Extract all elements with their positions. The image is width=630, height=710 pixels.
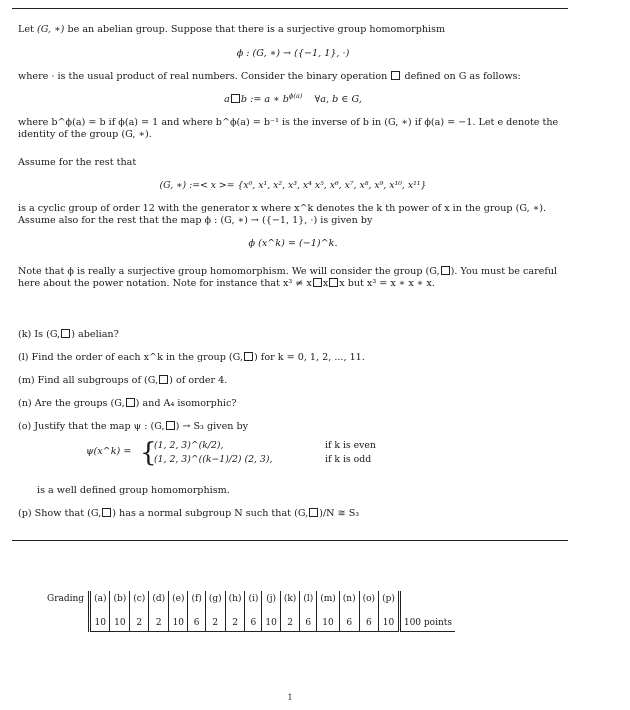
- grading-gap: [245, 607, 262, 615]
- operation-definition: a b := a ∗ $b^{\phi(a)}$ ∀a, b ∈ G,: [224, 92, 362, 105]
- grading-points: 6: [339, 615, 359, 632]
- grading-empty: [44, 615, 90, 632]
- grading-gap: [339, 607, 359, 615]
- grading-gap: [262, 607, 280, 615]
- box-operator-icon: [441, 266, 450, 275]
- box-operator-icon: [313, 278, 322, 287]
- psi-lhs: ψ(x^k) =: [86, 446, 132, 457]
- grading-header: (g): [205, 591, 225, 607]
- box-operator-icon: [329, 278, 338, 287]
- grading-gap: [300, 607, 317, 615]
- grading-points-row: [44, 615, 455, 632]
- question-o-conclusion: is a well defined group homomorphism.: [37, 485, 230, 496]
- grading-header: (m): [317, 591, 340, 607]
- grading-points: 6: [300, 615, 317, 632]
- grading-header: (j): [262, 591, 280, 607]
- grading-points: 10: [90, 615, 110, 632]
- grading-gap: [149, 607, 169, 615]
- page-number: 1: [287, 693, 293, 702]
- grading-gap: [317, 607, 340, 615]
- grading-gap: [205, 607, 225, 615]
- grading-points: 6: [245, 615, 262, 632]
- psi-case-even: (1, 2, 3)^(k/2),: [154, 440, 224, 451]
- grading-total: 100 points: [399, 615, 455, 632]
- grading-points: 10: [379, 615, 400, 632]
- grading-points: 2: [280, 615, 299, 632]
- assume-paragraph: is a cyclic group of order 12 with the generator x where x^k denotes the k th power of x in the group (G, ∗). Assume also for the rest that the map ϕ : (G, ∗) → ({−1, 1}, ·) is given by: [18, 203, 547, 226]
- note-paragraph: Note that ϕ is really a surjective group homomorphism. We will consider the group (G, ). You must be careful here about the power notation. Note for instance that x³ ≠ x x x but x³ = x ∗ x ∗ x.: [18, 266, 558, 289]
- question-k: (k) Is (G, ) abelian?: [18, 329, 119, 340]
- homomorphism-formula: ϕ : (G, ∗) → ({−1, 1}, ·): [236, 48, 350, 59]
- grading-gap: [359, 607, 378, 615]
- grading-gap: [399, 607, 455, 615]
- grading-table: [44, 591, 455, 632]
- grading-gap: [225, 607, 245, 615]
- box-operator-icon: [102, 508, 111, 517]
- grading-header: (k): [280, 591, 299, 607]
- grading-gap: [280, 607, 299, 615]
- grading-gap: [188, 607, 205, 615]
- grading-header: (b): [110, 591, 130, 607]
- grading-points: 2: [205, 615, 225, 632]
- grading-header: (o): [359, 591, 378, 607]
- question-l: (l) Find the order of each x^k in the group (G, ) for k = 0, 1, 2, ..., 11.: [18, 352, 365, 363]
- grading-points: 6: [359, 615, 378, 632]
- grading-header: (a): [90, 591, 110, 607]
- grading-spacer: [399, 591, 455, 607]
- grading-gap: [110, 607, 130, 615]
- grading-header: (c): [130, 591, 149, 607]
- grading-points: 2: [130, 615, 149, 632]
- grading-points: 10: [317, 615, 340, 632]
- grading-gap: [44, 607, 90, 615]
- grading-header: (n): [339, 591, 359, 607]
- grading-points: 6: [188, 615, 205, 632]
- box-operator-icon: [61, 329, 70, 338]
- box-operator-icon: [309, 508, 318, 517]
- grading-points: 10: [169, 615, 188, 632]
- intro-paragraph-2: where · is the usual product of real numbers. Consider the binary operation defined on G as follows:: [18, 71, 521, 82]
- grading-points: 2: [149, 615, 169, 632]
- assume-text: Assume for the rest that: [18, 157, 137, 168]
- box-operator-icon: [159, 375, 168, 384]
- grading-points: 2: [225, 615, 245, 632]
- grading-header: (p): [379, 591, 400, 607]
- grading-points: 10: [262, 615, 280, 632]
- psi-case-even-condition: if k is even: [325, 440, 376, 451]
- box-operator-icon: [244, 352, 253, 361]
- grading-header: (d): [149, 591, 169, 607]
- grading-header: (e): [169, 591, 188, 607]
- box-operator-icon: [126, 398, 135, 407]
- grading-header: (h): [225, 591, 245, 607]
- box-operator-icon: [166, 421, 175, 430]
- question-n: (n) Are the groups (G, ) and A₄ isomorphic?: [18, 398, 237, 409]
- grading-header-row: [44, 591, 455, 607]
- question-m: (m) Find all subgroups of (G, ) of order 4.: [18, 375, 228, 386]
- bottom-rule: [12, 540, 568, 541]
- grading-points: 10: [110, 615, 130, 632]
- grading-header: (l): [300, 591, 317, 607]
- grading-gap: [130, 607, 149, 615]
- question-p: (p) Show that (G, ) has a normal subgroup N such that (G, )/N ≅ S₃: [18, 508, 360, 519]
- grading-gap: [169, 607, 188, 615]
- grading-gap: [379, 607, 400, 615]
- psi-case-odd: (1, 2, 3)^((k−1)/2) (2, 3),: [154, 454, 273, 465]
- top-rule: [12, 8, 568, 9]
- group-definition: (G, ∗) :=< x >= {x⁰, x¹, x², x³, x⁴ x⁵, x⁶, x⁷, x⁸, x⁹, x¹⁰, x¹¹}: [159, 180, 427, 191]
- grading-gap: [90, 607, 110, 615]
- box-operator-icon: [391, 71, 400, 80]
- intro-paragraph-1: Let (G, ∗) be an abelian group. Suppose that there is a surjective group homomorphism: [18, 24, 446, 35]
- psi-case-odd-condition: if k is odd: [325, 454, 372, 465]
- grading-gap-row: [44, 607, 455, 615]
- grading-header: (f): [188, 591, 205, 607]
- intro-paragraph-3: where b^ϕ(a) = b if ϕ(a) = 1 and where b^ϕ(a) = b⁻¹ is the inverse of b in (G, ∗) if ϕ(a) = −1. Let e denote the identity of the group (G, ∗).: [18, 117, 559, 140]
- question-o: (o) Justify that the map ψ : (G, ) → S₃ given by: [18, 421, 249, 432]
- grading-label: Grading: [47, 594, 85, 604]
- phi-definition: ϕ (x^k) = (−1)^k.: [248, 238, 338, 249]
- box-operator-icon: [231, 94, 240, 103]
- grading-header: (i): [245, 591, 262, 607]
- left-brace-icon: {: [140, 438, 157, 468]
